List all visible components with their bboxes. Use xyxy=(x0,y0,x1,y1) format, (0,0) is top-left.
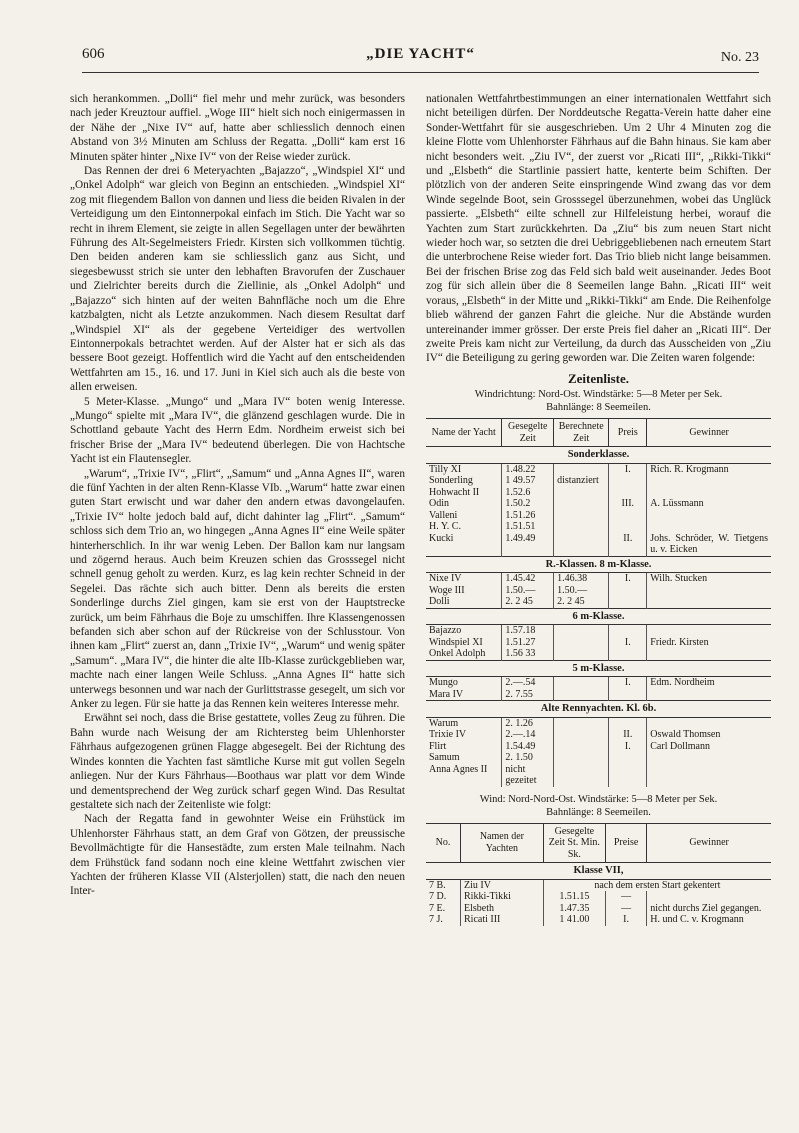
col-header: Berechnete Zeit xyxy=(554,419,609,447)
paragraph: Das Rennen der drei 6 Meteryachten „Bajazzo“, „Windspiel XI“ und „Onkel Adolph“ war gleich von Beginn an entschieden. „Windspiel XI“ zog mit fliegendem Ballon von dannen und liess die beiden Rivalen in der Verteidigung um den Eintonnerpokal einfach im Stich. Die Yacht war so recht in ihrem Element, sie zeigte in allen Segellagen unter der bewährten Führung des Alt-Segelmeisters Friedr. Kirsten sich vollkommen tüchtig. Den beiden anderen kam sie schliesslich ganz aus Sicht, und siegesbewusst strich sie unter den lebhaften Bravorufen der Zuschauer und Zielrichter bereits durch die Ziellinie, als „Onkel Adolph“ und „Bajazzo“ sich hinten auf der weiten Bahnfläche noch um die Ehre katzbalgten, nicht als Letzte anzukommen. Nach diesem Resultat darf „Windspiel XI“ als der gegebene Verteidiger des wertvollen Eintonnerpokals betrachtet werden. Auf der Alster hat er sich als das bessere Boot gezeigt. Hoffentlich wird die Yacht auf den entscheidenden Wettfahrten am 15., 16. und 17. Juni in Kiel sich auch als die beste von allen erweisen. xyxy=(70,165,405,394)
table-cell xyxy=(609,752,647,764)
table-cell: Odin xyxy=(429,498,449,510)
table-cell xyxy=(554,729,609,741)
table-cell: Ricati III xyxy=(461,914,544,926)
table-cell xyxy=(647,487,771,499)
table-row xyxy=(426,914,771,926)
paragraph: nationalen Wettfahrtbestimmungen an einer internationalen Wettfahrt sich nicht beteiligen dürfen. Der Norddeutsche Regatta-Verein hatte daher eine Sonder-Wettfahrt für sie ausgeschrieben. Um 2 Uhr 4 Minuten zog die kleine Flotte vom Uhlenhorster Fährhaus auf die Bahn hinaus. Sie kam aber nicht besonders weit. „Ziu IV“, der zuerst vor „Ricati III“, „Rikki-Tikki“ und „Elsbeth“ die Startlinie passiert hatte, kenterte beim Schiften. Der plötzlich von der anderen Seite einspringende Wind zwang das vor dem Winde segelnde Boot, sein Grosssegel überzunehmen, wobei das Unglück passierte. „Elsbeth“ eilte schnell zur Hilfeleistung herbei, worauf die Yachten zum Start zurückkehrten. Da „Ziu“ bis zum neuen Start nicht wieder hoch war, so setzten die drei Uebriggebliebenen nach erneutem Start die unterbrochene Reise wieder fort. Das Trio blieb nicht lange beisammen. Bei der frischen Brise zog das Feld sich bald weit auseinander. Jedes Boot zog für sich allein über die 8 Seemeilen lange Bahn. „Ricati III“ weit voraus, „Elsbeth“ in der Mitte und „Rikki-Tikki“ am Ende. Die Reihenfolge blieb während der ganzen Fahrt die gleiche. Nur die Abstände wurden untereinander immer grösser. Der erste Preis fiel daher an „Ricati III“. Der zweite Preis kam nicht zur Verteilung, da durch das Ausscheiden von „Ziu IV“ die Beteiligung zu gering geworden war. Die Zeiten waren folgende: xyxy=(426,93,771,365)
table-row xyxy=(426,689,771,701)
class-row xyxy=(426,447,771,464)
table-cell xyxy=(554,625,609,637)
table-cell xyxy=(609,487,647,499)
table-cell xyxy=(554,498,609,510)
course-info: Bahnlänge: 8 Seemeilen. xyxy=(546,402,651,414)
table-cell xyxy=(554,487,609,499)
table-cell: III. xyxy=(609,498,647,510)
table-cell: 2. 7.55 xyxy=(502,689,554,701)
table-row xyxy=(426,573,771,585)
table-cell xyxy=(609,521,647,533)
table-cell: II. xyxy=(609,729,647,741)
table-row xyxy=(426,637,771,649)
table-cell: Dolli xyxy=(429,596,450,608)
course-info-2: Bahnlänge: 8 Seemeilen. xyxy=(546,806,651,818)
class-row xyxy=(426,863,771,880)
table-cell xyxy=(554,764,609,787)
table-cell xyxy=(609,596,647,608)
right-column xyxy=(426,92,771,926)
table-cell xyxy=(609,585,647,597)
page-header xyxy=(82,46,759,68)
col-header: Gewinner xyxy=(647,823,771,863)
table-cell: 1.50.2 xyxy=(502,498,554,510)
results-body xyxy=(426,447,771,787)
class-row xyxy=(426,660,771,677)
paragraph: 5 Meter-Klasse. „Mungo“ und „Mara IV“ boten wenig Interesse. „Mungo“ spielte mit „Mara IV“, die glänzend geschlagen wurde. Die in Schottland gebaute Yacht des Herrn Edm. Nordheim erweist sich bei frischer Brise der „Mara IV“ bedeutend überlegen. Die von Hachtsche Yacht ist ein Flautensegler. xyxy=(70,395,405,466)
table-cell: Hohwacht II xyxy=(429,486,480,498)
table-cell: 1.45.42 xyxy=(502,573,554,585)
class-title: 6 m-Klasse. xyxy=(426,608,771,625)
table-cell: 2.—.54 xyxy=(502,677,554,689)
table-cell: 7 B. xyxy=(429,879,446,891)
table-cell xyxy=(554,637,609,649)
table-cell xyxy=(554,533,609,557)
table-cell xyxy=(647,764,771,787)
table-cell: 2. 1.26 xyxy=(502,717,554,729)
results-table xyxy=(426,418,771,787)
table-cell: Edm. Nordheim xyxy=(647,677,771,689)
paragraph: sich herankommen. „Dolli“ fiel mehr und mehr zurück, was besonders nach jeder Kreuztour auffiel. „Woge III“ hielt sich noch einigermassen in der Nähe der „Nixe IV“ auf, hatte aber schliesslich dennoch einen Abstand von 3½ Minuten am Schluss der Regatta. „Dolli“ kam erst 16 Minuten später hinter „Nixe IV“ von der Reise wieder zurück. xyxy=(70,93,405,163)
table-cell: Mungo xyxy=(429,677,458,689)
table-cell: 1.48.22 xyxy=(502,463,554,475)
table-row xyxy=(426,879,771,891)
paragraph: „Warum“, „Trixie IV“, „Flirt“, „Samum“ und „Anna Agnes II“, waren die fünf Yachten in der alten Renn-Klasse VIb. „Warum“ hatte zwar einen guten Start erwischt und war daher den andern etwas davongelaufen. „Trixie IV“ holte jedoch bald auf, dicht dahinter lag „Flirt“. „Samum“ schloss sich dem Trio an, wo hingegen „Anna Agnes II“ eine Weile später hinterherschlich. In ihr war wenig Leben. Der Ballon kam nur langsam und zögernd heraus. Auch beim Kreuzen schien das Grosssegel nicht schnell genug geholt zu werden. Kurz, es lag kein rechter Schneid in der Segelei. Das rächte sich auch bitter. Denn als bereits die ersten Sonderlinge durchs Ziel gingen, kam sie erst von der Hauptstrecke zurück, um beim Fährhaus die Boje zu umschiffen. Ihre Klassengenossen befanden sich aber schon auf der Rückreise von der Schlusstour. Von ihnen kam „Flirt“ zuerst an, dann „Trixie IV“, „Warum“ und wenig später „Samum“. „Mara IV“, die hinter die alte IIb-Klasse zurückgeblieben war, machte nach einer langen Weile Schluss. „Anna Agnes II“ hatte sich unterwegs besonnen und war nach der Gurlittstrasse gesegelt, um sich vor Anker zu legen. Für sie hatte ja das Rennen kein weiteres Interesse mehr. xyxy=(70,467,405,711)
table-row xyxy=(426,717,771,729)
table-cell xyxy=(647,689,771,701)
table-cell: H. Y. C. xyxy=(429,521,461,533)
table-cell: Carl Dollmann xyxy=(647,741,771,753)
table-cell xyxy=(647,510,771,522)
table-cell: Nixe IV xyxy=(429,573,462,585)
paragraph: Erwähnt sei noch, dass die Brise gestattete, volles Zeug zu führen. Die Bahn wurde nach Weisung der am Richtersteg beim Uhlenhorster Fährhaus aufgezogenen grünen Flagge abgesegelt. Bei der Richtung des Windes konnten die Yachten fast sämtliche Kurse mit gut vollen Segeln anliegen. Nur der Kurs Fährhaus—Boothaus war platt vor dem Winde und dementsprechend der Weg zurück scharf gegen Wind. Das Resultat gestaltete sich nach der Zeitenliste wie folgt: xyxy=(70,712,405,811)
paragraph: Nach der Regatta fand in gewohnter Weise ein Frühstück im Uhlenhorster Fährhaus statt, an dem Graf von Götzen, der preussische Bevollmächtigte für die Hansestädte, zum ersten Male teilnahm. Nach dem Frühstück fand sodann noch eine kleine Wettfahrt zwischen vier Yachten der früheren Klasse VII (Alsterjollen) statt, die nach den neuen Inter- xyxy=(70,813,405,898)
table-cell: I. xyxy=(605,914,646,926)
col-header: Preise xyxy=(605,823,646,863)
table-row xyxy=(426,648,771,660)
table-cell: H. und C. v. Krogmann xyxy=(647,914,771,926)
table-cell: 1.51.15 xyxy=(543,891,605,903)
table-cell xyxy=(647,585,771,597)
table-cell: distanziert xyxy=(554,475,609,487)
table-cell xyxy=(554,510,609,522)
table-cell: 1.52.6 xyxy=(502,487,554,499)
table-cell: Johs. Schröder, W. Tietgens u. v. Eicken xyxy=(647,533,771,557)
class-row xyxy=(426,701,771,718)
table-cell: Tilly XI xyxy=(429,463,462,475)
table-cell: I. xyxy=(609,741,647,753)
table-cell: Oswald Thomsen xyxy=(647,729,771,741)
table-cell xyxy=(554,717,609,729)
table-row xyxy=(426,533,771,557)
table-cell xyxy=(647,475,771,487)
table-cell: Windspiel XI xyxy=(429,636,483,648)
table-cell xyxy=(554,689,609,701)
table-cell: I. xyxy=(609,677,647,689)
table-cell: 7 D. xyxy=(429,891,447,903)
table-cell: Valleni xyxy=(429,509,458,521)
class-title: Sonderklasse. xyxy=(426,447,771,464)
table-row xyxy=(426,585,771,597)
table-cell xyxy=(647,521,771,533)
table-cell: 1.49.49 xyxy=(502,533,554,557)
table-cell xyxy=(554,648,609,660)
table-row xyxy=(426,498,771,510)
table-cell: 2. 1.50 xyxy=(502,752,554,764)
table-cell: Bajazzo xyxy=(429,625,462,637)
header-rule xyxy=(82,72,759,73)
table-cell: 1.56 33 xyxy=(502,648,554,660)
table-cell xyxy=(554,463,609,475)
table-row xyxy=(426,521,771,533)
table-cell: 1.50.— xyxy=(554,585,609,597)
table-row xyxy=(426,677,771,689)
table-cell: I. xyxy=(609,463,647,475)
table-row xyxy=(426,487,771,499)
table-cell: Samum xyxy=(429,752,460,764)
col-header: No. xyxy=(426,823,461,863)
col-header: Gesegelte Zeit St. Min. Sk. xyxy=(543,823,605,863)
wind-info-2: Wind: Nord-Nord-Ost. Windstärke: 5—8 Meter per Sek. xyxy=(479,793,718,805)
table-cell: 1.51.51 xyxy=(502,521,554,533)
class-title: Klasse VII, xyxy=(426,863,771,880)
table-cell: Flirt xyxy=(429,740,447,752)
table-cell: Friedr. Kirsten xyxy=(647,637,771,649)
table-row xyxy=(426,625,771,637)
left-column xyxy=(70,92,405,899)
results-body-2 xyxy=(426,863,771,926)
issue-number: No. 23 xyxy=(720,50,759,65)
table-cell xyxy=(647,648,771,660)
table-cell xyxy=(609,764,647,787)
table-cell xyxy=(554,677,609,689)
table-row xyxy=(426,475,771,487)
table-cell: 2. 2 45 xyxy=(554,596,609,608)
table-cell: 1 49.57 xyxy=(502,475,554,487)
table-cell: 7 E. xyxy=(429,902,446,914)
table-row xyxy=(426,741,771,753)
table-cell: 1.51.26 xyxy=(502,510,554,522)
table-cell: 2. 2 45 xyxy=(502,596,554,608)
table-cell: 1.50.— xyxy=(502,585,554,597)
table-cell xyxy=(554,752,609,764)
table-cell: I. xyxy=(609,637,647,649)
table-cell xyxy=(609,717,647,729)
table-cell: 1.47.35 xyxy=(543,903,605,915)
table-cell xyxy=(647,891,771,903)
table-cell: Anna Agnes II xyxy=(429,763,488,775)
col-header: Name der Yacht xyxy=(426,419,502,447)
table-row xyxy=(426,891,771,903)
table-cell: 1.57.18 xyxy=(502,625,554,637)
table-cell xyxy=(609,625,647,637)
col-header: Gesegelte Zeit xyxy=(502,419,554,447)
table-cell xyxy=(647,596,771,608)
table-cell: Wilh. Stucken xyxy=(647,573,771,585)
table-cell xyxy=(609,475,647,487)
class-row xyxy=(426,556,771,573)
table-cell: 1 41.00 xyxy=(543,914,605,926)
table-cell: 1.54.49 xyxy=(502,741,554,753)
wind-info: Windrichtung: Nord-Ost. Windstärke: 5—8 Meter per Sek. xyxy=(474,389,723,401)
table-cell: nicht gezeitet xyxy=(502,764,554,787)
table-row xyxy=(426,903,771,915)
table-row xyxy=(426,510,771,522)
table-cell xyxy=(609,689,647,701)
table-cell: 2.—.14 xyxy=(502,729,554,741)
table-cell xyxy=(647,717,771,729)
table-cell xyxy=(554,521,609,533)
table-row xyxy=(426,463,771,475)
table-cell: Elsbeth xyxy=(461,903,544,915)
table-cell: Warum xyxy=(429,717,459,729)
table-cell: 1.46.38 xyxy=(554,573,609,585)
table-cell: nicht durchs Ziel gegangen. xyxy=(647,903,771,915)
table-row xyxy=(426,752,771,764)
table-cell xyxy=(609,648,647,660)
table-cell: Rich. R. Krogmann xyxy=(647,463,771,475)
journal-title: „DIE YACHT“ xyxy=(366,46,475,62)
col-header: Namen der Yachten xyxy=(461,823,544,863)
class-title: R.-Klassen. 8 m-Klasse. xyxy=(426,556,771,573)
table-cell xyxy=(647,625,771,637)
table-cell xyxy=(647,752,771,764)
table-cell: — xyxy=(605,891,646,903)
class-title: 5 m-Klasse. xyxy=(426,660,771,677)
table-cell: nach dem ersten Start gekentert xyxy=(543,879,771,891)
table-cell: A. Lüssmann xyxy=(647,498,771,510)
table-row xyxy=(426,729,771,741)
class-title: Alte Rennyachten. Kl. 6b. xyxy=(426,701,771,718)
table-cell: 1.51.27 xyxy=(502,637,554,649)
table-cell: Woge III xyxy=(429,584,465,596)
table-row xyxy=(426,596,771,608)
col-header: Gewinner xyxy=(647,419,771,447)
table-cell: Mara IV xyxy=(429,688,464,700)
table-cell: Sonderling xyxy=(429,475,473,487)
table-cell: Onkel Adolph xyxy=(429,648,486,660)
class-row xyxy=(426,608,771,625)
results-table-2 xyxy=(426,823,771,926)
table-cell: Ziu IV xyxy=(461,879,544,891)
table-cell: II. xyxy=(609,533,647,557)
results-heading: Zeitenliste. xyxy=(567,370,629,386)
table-cell: 7 J. xyxy=(429,914,443,926)
table-cell: I. xyxy=(609,573,647,585)
table-cell xyxy=(554,741,609,753)
table-cell xyxy=(609,510,647,522)
col-header: Preis xyxy=(609,419,647,447)
table-cell: Trixie IV xyxy=(429,729,467,741)
table-row xyxy=(426,764,771,787)
table-cell: Rikki-Tikki xyxy=(461,891,544,903)
table-cell: — xyxy=(605,903,646,915)
table-cell: Kucki xyxy=(429,532,454,544)
page-number: 606 xyxy=(82,46,105,62)
